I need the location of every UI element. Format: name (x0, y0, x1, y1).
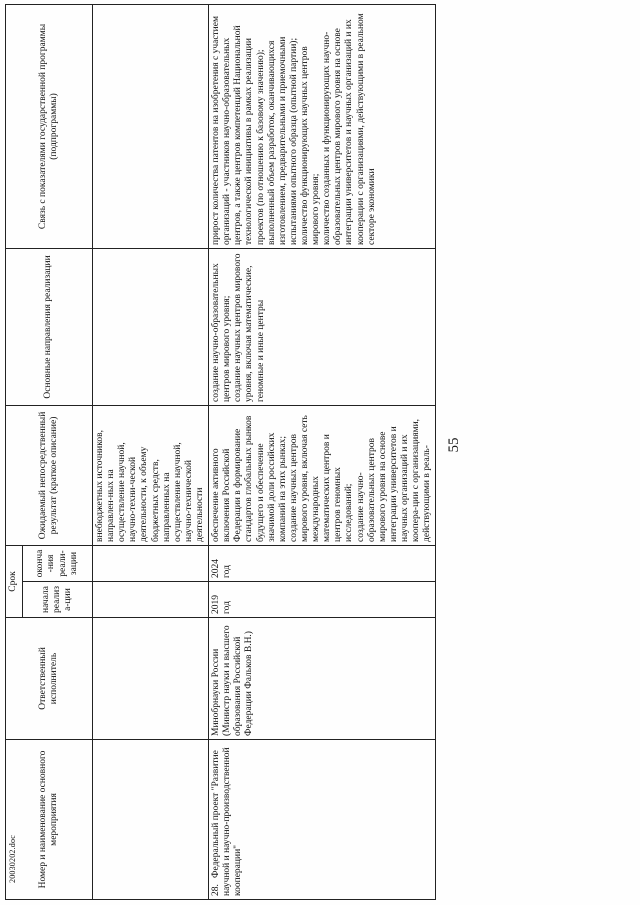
indicators-cell: прирост количества патентов на изобретения с участием организаций - участников научно-образовательных центров, а также центров компетенций Национальной технологической инициативы в рамках реализации проектов (по отношению к базовому значению); выполненный объем разработок, оканчивающихся изготовлением, предварительными и приемочными испытаниями опытного образца (опытной партии); количество функционирующих научных центров мирового уровня; количество созданных и функционирующих научно-образовательных центров мирового уровня на основе интеграции университетов и научных организаций и их кооперации с организациями, действующими в реальном секторе экономики (209, 4, 436, 248)
header-term-start: начала реализа-ции (23, 582, 93, 618)
measure-cell (209, 740, 436, 900)
continuation-empty-2 (93, 618, 209, 740)
header-executor: Ответственный исполнитель (6, 618, 93, 740)
header-row-1 (6, 4, 23, 899)
continuation-empty-1 (93, 740, 209, 900)
measure-number: 28. (211, 884, 222, 896)
page-number: 55 (446, 437, 462, 453)
document-code: 20030202.doc (8, 835, 17, 883)
end-cell: 2024 год (209, 545, 436, 581)
header-indicators: Связь с показателями государственной программы (подпрограммы) (6, 4, 93, 248)
continuation-empty-4 (93, 545, 209, 581)
header-measure: Номер и наименование основного мероприятия (6, 740, 93, 900)
start-cell: 2019 год (209, 582, 436, 618)
measure-name: Федеральный проект "Развитие научной и научно-производственной кооперации" (211, 747, 244, 896)
header-term-end: оконча-ния реали-зации (23, 545, 93, 581)
program-table (5, 4, 436, 900)
continuation-empty-6 (93, 4, 209, 248)
continuation-result: внебюджетных источников, направлен-ных на осуществление научной, научно-техни-ческой деятельности, к объему бюджетных средств, направленных на осуществление научной, научно-технической деятельности (93, 405, 209, 545)
continuation-row (93, 4, 209, 899)
continuation-empty-5 (93, 248, 209, 405)
continuation-empty-3 (93, 582, 209, 618)
executor-cell: Минобрнауки России (Министр науки и высшего образования Российской Федерации Фальков В.Н.) (209, 618, 436, 740)
header-result: Ожидаемый непосредственный результат (краткое описание) (6, 405, 93, 545)
header-term: Срок (6, 545, 23, 617)
header-directions: Основные направления реализации (6, 248, 93, 405)
result-cell: обеспечение активного включения Российской Федерации в формирование стандартов глобальных рынков будущего и обеспечение значимой доли российских компаний на этих рынках; создание научных центров мирового уровня, включая сеть международных математических центров и центров геномных исследований; создание научно-образовательных центров мирового уровня на основе интеграции университетов и научных организаций и их коопера-ции с организациями, действующими в реаль- (209, 405, 436, 545)
directions-cell: создание научно-образовательных центров мирового уровня; создание научных центров мирового уровня, включая математические, геномные и иные центры (209, 248, 436, 405)
table-row (209, 4, 436, 899)
